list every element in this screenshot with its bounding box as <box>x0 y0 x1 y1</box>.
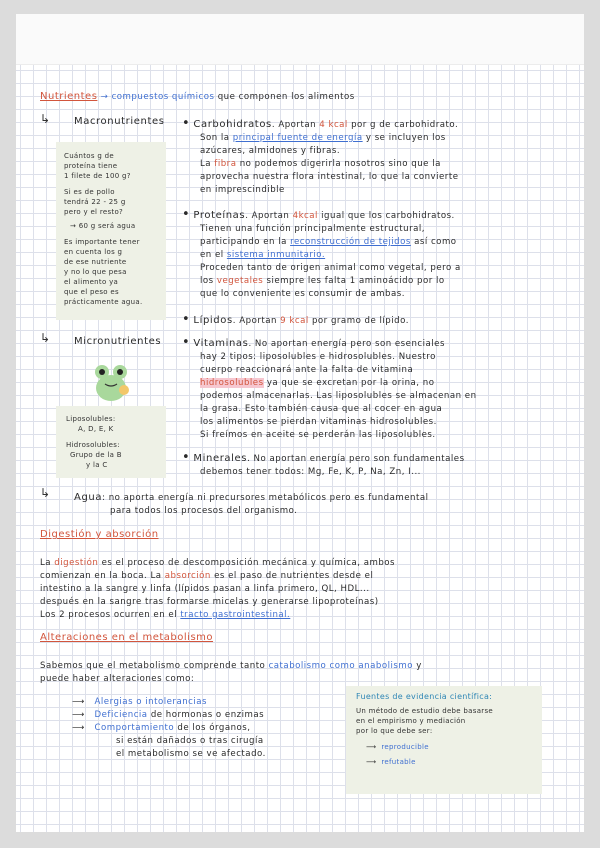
nutrientes-title: Nutrientes <box>40 91 98 102</box>
digestion-text: comienzan en la boca. La <box>40 571 162 581</box>
evidence-item-text: refutable <box>381 758 416 766</box>
digestion-title: Digestión y absorción <box>40 529 159 540</box>
side-note-line: el alimento ya <box>64 278 119 286</box>
vit-text: los alimentos se pierdan vitaminas hidrosolubles. <box>200 417 437 427</box>
side-note-line: de ese nutriente <box>64 258 127 266</box>
alteracion-text: de hormonas o enzimas <box>150 710 265 720</box>
vit-block: • Vitaminas. No aportan energía pero son esenciales hay 2 tipos: liposolubles e hidrosolubles. Nuestro cuerpo reaccionará ante la falta de vitamina hidrosolubles ya que se excretan por la orina, no podemos almacenarlas. Las liposolubles se almacenan en la grasa. Esto también causa que al cocer en agua los alimentos se pierdan vitaminas hidrosolubles. Si freímos en aceite se perderán las liposolubles. <box>182 336 572 442</box>
side-note-line: prácticamente agua. <box>64 298 143 306</box>
vit-text: ya que se excretan por la orina, no <box>266 378 435 388</box>
alteracion-item <box>72 722 362 735</box>
anabolismo-word: anabolismo <box>358 661 413 671</box>
digestion-text: es el paso de nutrientes desde el <box>214 571 374 581</box>
vit-note-line: Liposolubles: <box>66 415 116 423</box>
alteraciones-title: Alteraciones en el metabolismo <box>40 632 214 643</box>
micro-label: Micronutrientes <box>74 336 162 347</box>
vit-text: hay 2 tipos: liposolubles e hidrosolubles. Nuestro <box>200 352 436 362</box>
arrow-right-icon: ⟶ <box>72 697 85 707</box>
vit-note-line: Hidrosolubles: <box>66 441 120 449</box>
lip-name: Lípidos <box>193 315 233 326</box>
evidence-line: en el empirismo y mediación <box>356 717 466 725</box>
carbs-text: . Aportan <box>271 120 317 130</box>
evidence-line: por lo que debe ser: <box>356 727 433 735</box>
digestion-text: intestino a la sangre y linfa (lípidos pasan a linfa primero, QL, HDL... <box>40 584 370 594</box>
digestion-heading <box>40 528 159 542</box>
arrow-right-icon: ⟶ <box>366 743 377 751</box>
prot-text: así como <box>414 237 457 247</box>
hidrosolubles-highlight: hidrosolubles <box>200 378 264 388</box>
agua-block <box>74 491 574 518</box>
vit-text: podemos almacenarlas. Las liposolubles se almacenan en <box>200 391 477 401</box>
fibra-word: fibra <box>214 159 237 169</box>
digestion-word: digestión <box>54 558 99 568</box>
prot-text: Tienen una función principalmente estructural, <box>200 224 426 234</box>
alteracion-text: de los órganos, <box>177 723 251 733</box>
prot-text: . Aportan <box>245 211 290 221</box>
carbs-text: por g de carbohidrato. <box>351 120 459 130</box>
prot-block: • Proteínas. Aportan 4kcal igual que los carbohidratos. Tienen una función principalmente estructural, participando en la reconstrucción de tejidos así como en el sistema inmunitario. Proceden tanto de origen animal como vegetal, pero a los vegetales siempre les falta 1 aminoácido por lo que lo conveniente es consumir de ambas. <box>182 208 572 301</box>
carbs-text: azúcares, almidones y fibras. <box>200 146 341 156</box>
vit-text: Si freímos en aceite se perderán las liposolubles. <box>200 430 436 440</box>
nutrientes-arrow: → <box>100 92 109 102</box>
digestion-text: Los 2 procesos ocurren en el <box>40 610 178 620</box>
carbs-text: La <box>200 159 212 169</box>
carbs-text: en imprescindible <box>200 185 285 195</box>
alteraciones-text: puede haber alteraciones como: <box>40 674 195 684</box>
page-top-margin <box>16 14 584 65</box>
side-note-line: y no lo que pesa <box>64 268 127 276</box>
nutrientes-heading-line <box>40 90 355 104</box>
evidence-item <box>356 757 538 767</box>
prot-name: Proteínas <box>193 210 246 221</box>
side-note-line: en cuenta los g <box>64 248 123 256</box>
evidence-text <box>356 692 538 767</box>
prot-text: los <box>200 276 214 286</box>
micro-corner-arrow: ↳ <box>40 331 51 345</box>
side-note-line: que el peso es <box>64 288 119 296</box>
alteraciones-text: Sabemos que el metabolismo comprende tanto <box>40 661 266 671</box>
side-note-line: Cuántos g de <box>64 152 114 160</box>
vit-text: la grasa. Esto también causa que al cocer en agua <box>200 404 443 414</box>
side-note-line: tendrá 22 - 25 g <box>64 198 126 206</box>
agua-text: para todos los procesos del organismo. <box>110 506 298 516</box>
vit-note-line: A, D, E, K <box>78 425 114 433</box>
carbs-text: no podemos digerirla nosotros sino que la <box>239 159 441 169</box>
arrow-right-icon: ⟶ <box>366 758 377 766</box>
vegetales-word: vegetales <box>216 276 264 286</box>
carbs-energy-highlight: principal fuente de energía <box>232 133 363 143</box>
evidence-title: Fuentes de evidencia científica: <box>356 692 493 701</box>
absorcion-word: absorción <box>164 571 211 581</box>
carbs-name: Carbohidratos <box>193 119 272 130</box>
nutrientes-def-blue: compuestos químicos <box>111 92 215 102</box>
alteracion-text: Alergias o intolerancias <box>94 697 208 707</box>
prot-kcal: 4kcal <box>292 211 318 221</box>
side-note-line: pero y el resto? <box>64 208 124 216</box>
arrow-right-icon: ⟶ <box>72 710 85 720</box>
alteraciones-intro <box>40 660 570 686</box>
digestion-text: La <box>40 558 52 568</box>
vit-text: . No aportan energía pero son esenciales <box>248 339 445 349</box>
catabolismo-word: catabolismo <box>268 661 327 671</box>
vit-text: cuerpo reaccionará ante la falta de vitamina <box>200 365 414 375</box>
alteracion-text: si están dañados o tras cirugía <box>116 736 264 746</box>
evidence-item-text: reproducible <box>381 743 429 751</box>
notebook-page <box>16 14 584 832</box>
agua-corner-arrow: ↳ <box>40 486 51 500</box>
digestion-text: después en la sangre tras formarse micelas y generarse lipoproteínas) <box>40 597 379 607</box>
agua-label: Agua <box>74 492 103 503</box>
prot-text: participando en la <box>200 237 287 247</box>
side-note-line: proteína tiene <box>64 162 118 170</box>
vit-note-text <box>66 414 122 470</box>
min-block: • Minerales. No aportan energía pero son fundamentales debemos tener todos: Mg, Fe, K, P, Na, Zn, I... <box>182 451 572 479</box>
prot-text: en el <box>200 250 224 260</box>
macro-label: Macronutrientes <box>74 116 165 127</box>
frog-sticker-icon <box>86 358 136 404</box>
vit-note-line: Grupo de la B <box>70 451 122 459</box>
carbs-text: y se incluyen los <box>365 133 446 143</box>
alteraciones-text: y <box>416 661 422 671</box>
side-note-text <box>64 151 143 307</box>
side-note-line: 1 filete de 100 g? <box>64 172 131 180</box>
prot-text: siempre les falta 1 aminoácido por lo <box>266 276 445 286</box>
side-note-line: Si es de pollo <box>64 188 115 196</box>
min-text: debemos tener todos: Mg, Fe, K, P, Na, Zn, I... <box>200 467 421 477</box>
alteracion-item <box>72 709 362 722</box>
carbs-kcal: 4 kcal <box>319 120 348 130</box>
min-name: Minerales <box>193 453 248 464</box>
nutrientes-def-rest: que componen los alimentos <box>217 92 355 102</box>
min-text: . No aportan energía pero son fundamentales <box>247 454 465 464</box>
prot-reconstruccion: reconstrucción de tejidos <box>290 237 411 247</box>
prot-inmunitario: sistema inmunitario. <box>226 250 326 260</box>
lip-text: por gramo de lípido. <box>311 316 409 326</box>
vit-name: Vitaminas <box>193 338 249 349</box>
side-note-line: Es importante tener <box>64 238 140 246</box>
prot-text: Proceden tanto de origen animal como vegetal, pero a <box>200 263 461 273</box>
arrow-right-icon: ⟶ <box>72 723 85 733</box>
tracto-word: tracto gastrointestinal. <box>180 610 291 620</box>
alteraciones-list <box>72 696 362 761</box>
carbs-text: aprovecha nuestra flora intestinal, lo que la convierte <box>200 172 459 182</box>
alteracion-blue: Comportamiento <box>94 723 175 733</box>
evidence-item <box>356 742 538 752</box>
carbs-text: Son la <box>200 133 230 143</box>
alteracion-text: el metabolismo se ve afectado. <box>116 749 266 759</box>
carbs-block: • Carbohidratos. Aportan 4 kcal por g de carbohidrato. Son la principal fuente de energía y se incluyen los azúcares, almidones y fibras. La fibra no podemos digerirla nosotros sino que la aprovecha nuestra flora intestinal, lo que la convierte en imprescindible <box>182 117 572 197</box>
digestion-text: es el proceso de descomposición mecánica y química, ambos <box>101 558 396 568</box>
lip-block: • Lípidos. Aportan 9 kcal por gramo de lípido. <box>182 312 409 327</box>
prot-text: que lo conveniente es consumir de ambas. <box>200 289 405 299</box>
alteraciones-heading <box>40 631 213 645</box>
agua-text: : no aporta energía ni precursores metabólicos pero es fundamental <box>102 493 429 503</box>
alteracion-item <box>72 696 362 709</box>
side-note-line: → 60 g será agua <box>70 222 136 230</box>
alteracion-blue: Deficiencia <box>94 710 148 720</box>
macro-corner-arrow: ↳ <box>40 112 51 126</box>
vit-note-line: y la C <box>86 461 108 469</box>
evidence-line: Un método de estudio debe basarse <box>356 707 494 715</box>
lip-kcal: 9 kcal <box>280 316 309 326</box>
digestion-block <box>40 557 570 622</box>
alteraciones-text: como <box>329 661 356 671</box>
lip-text: . Aportan <box>232 316 277 326</box>
prot-text: igual que los carbohidratos. <box>321 211 455 221</box>
